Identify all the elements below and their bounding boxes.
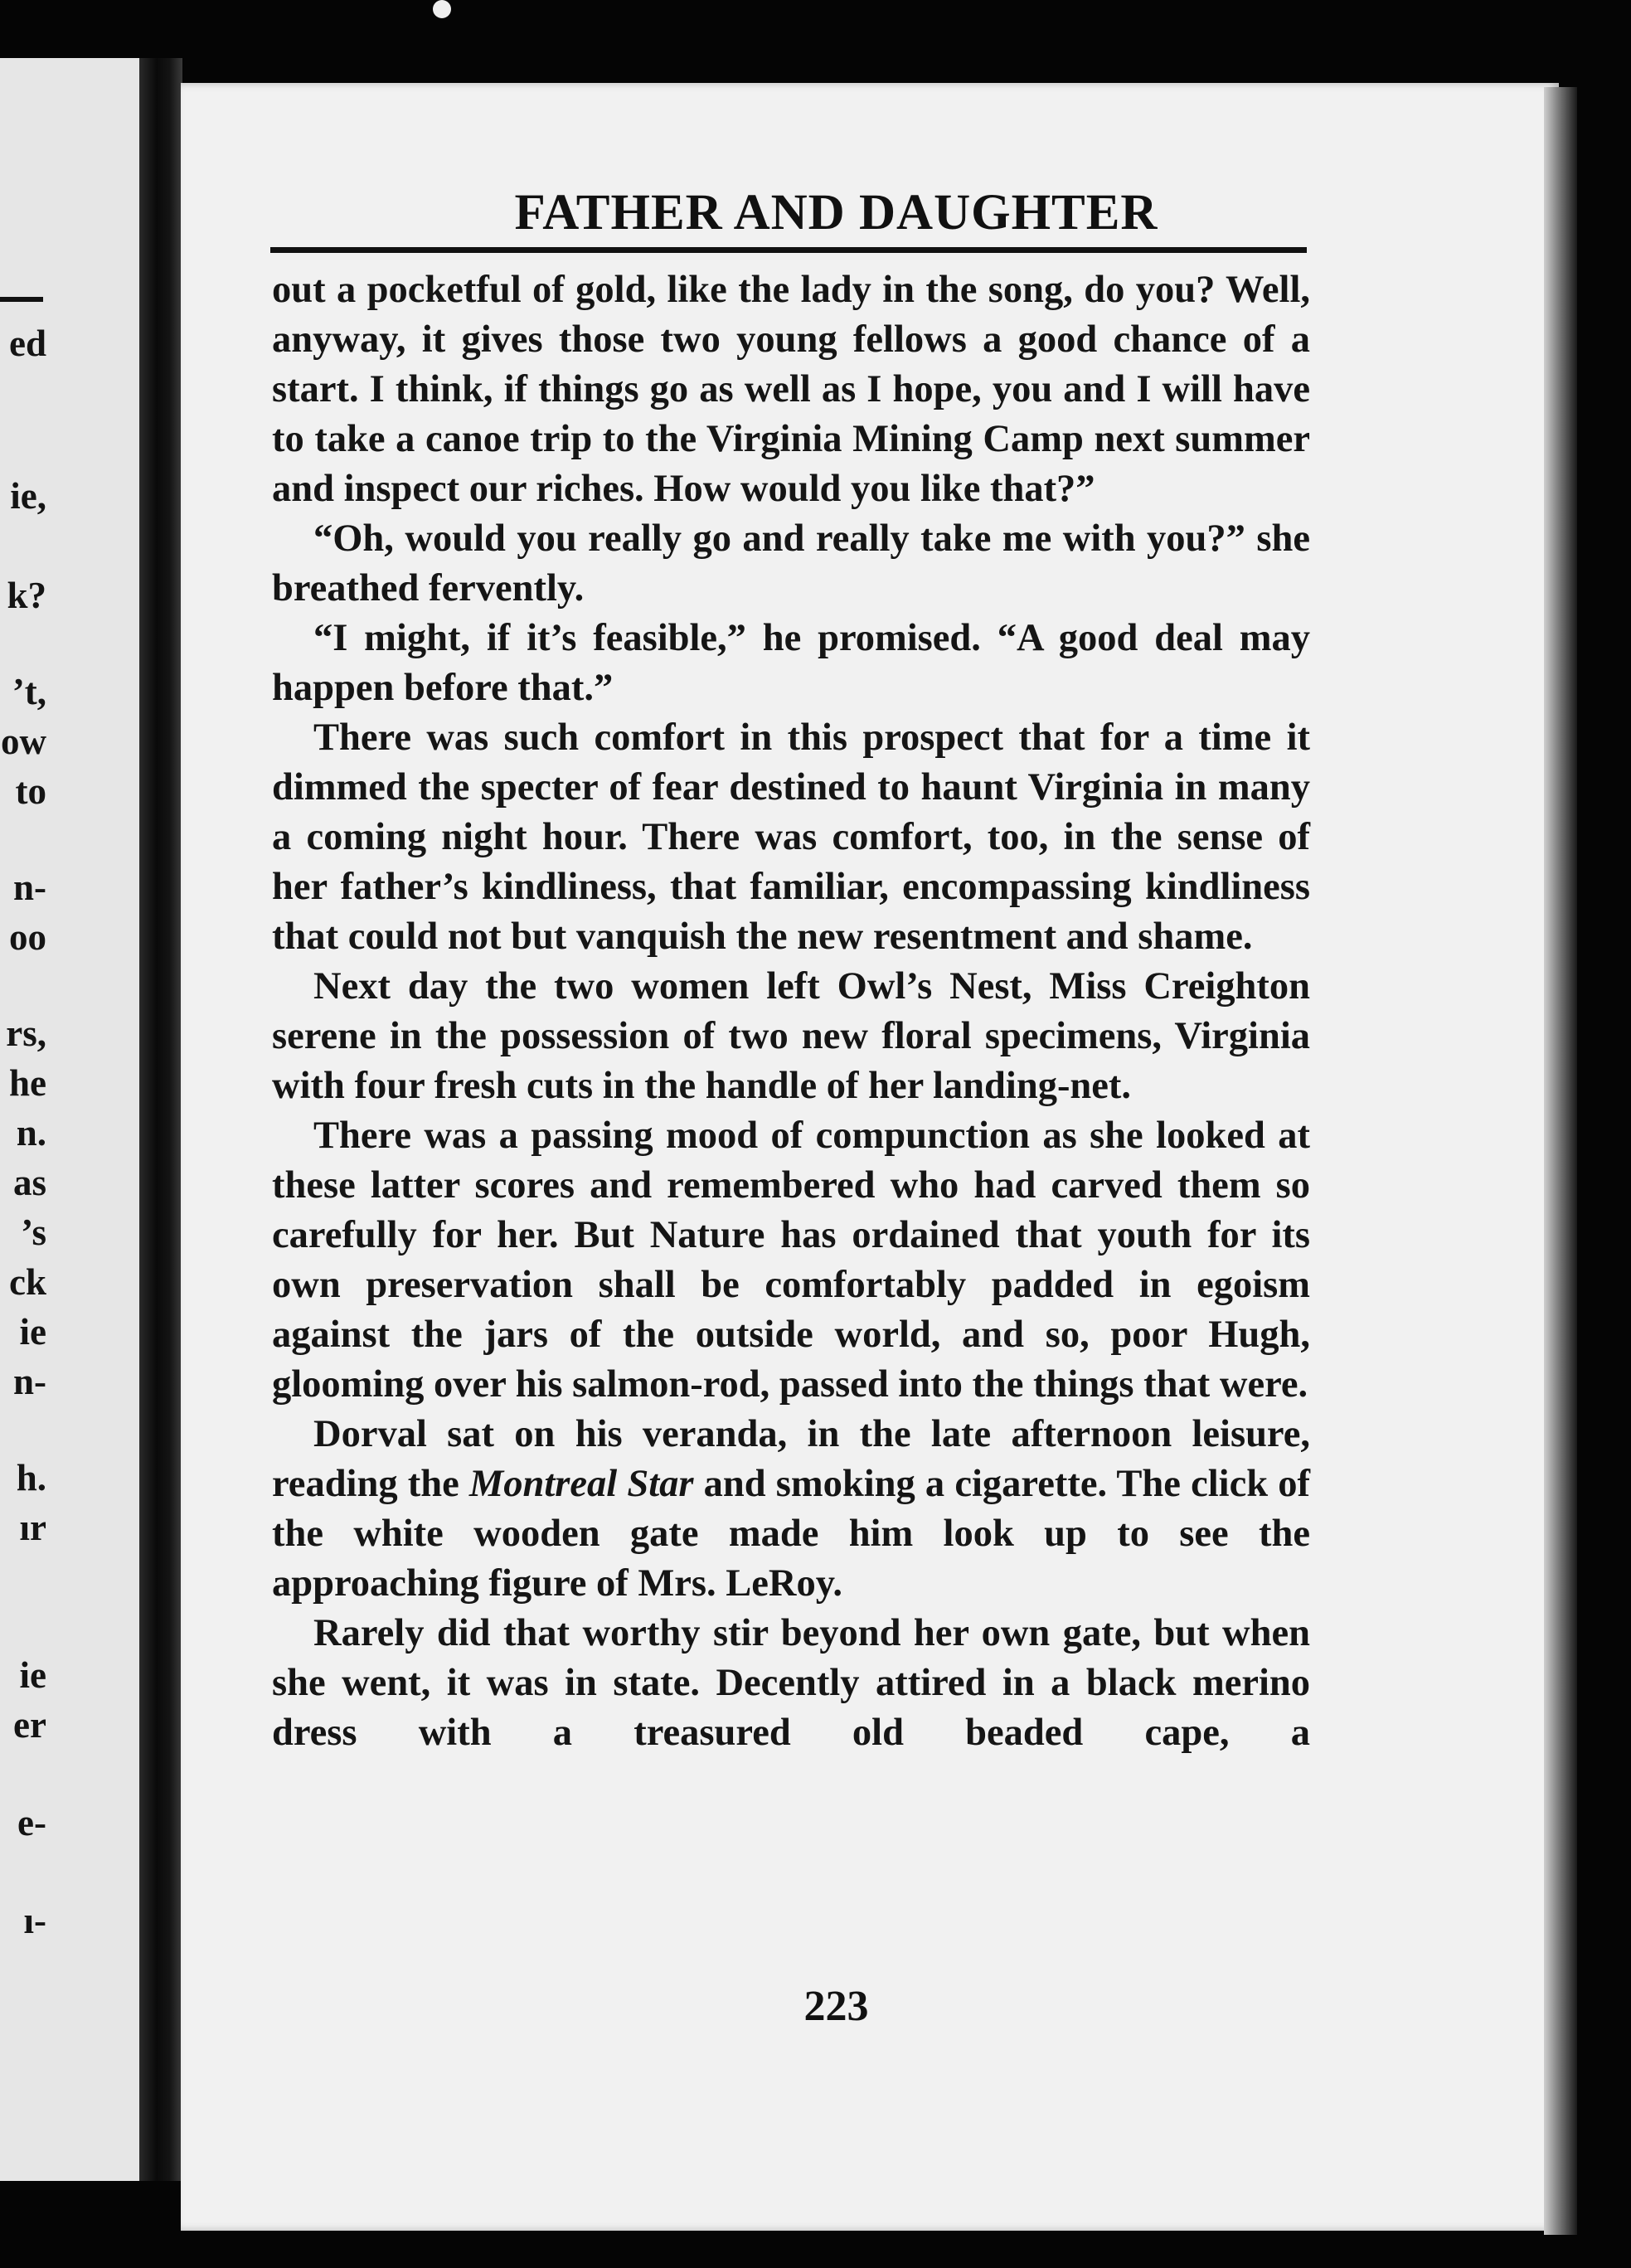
- facing-page-fragment: ır: [19, 1507, 46, 1548]
- paragraph-text: and smoking a cigarette. The click of the white wooden gate made him look up to see the approaching figure of Mrs. LeRoy.: [272, 1463, 1310, 1605]
- running-head-rule: [270, 247, 1307, 253]
- facing-page-fragment: ie: [19, 1311, 46, 1353]
- facing-page-fragment: er: [13, 1704, 46, 1746]
- facing-page-fragment: k?: [7, 575, 46, 616]
- facing-page-fragment: ed: [9, 323, 46, 364]
- facing-page-fragment: e-: [17, 1802, 46, 1843]
- paragraph: “I might, if it’s feasible,” he promised. “A good deal may happen before that.”: [272, 617, 1310, 709]
- facing-page-fragment: ck: [9, 1261, 46, 1303]
- page-edge-shadow: [1544, 87, 1577, 2235]
- paragraph: Rarely did that worthy stir beyond her own gate, but when she went, it was in state. Decently attired in a black merino dress with a treasured old beaded cape, a: [272, 1612, 1310, 1754]
- facing-page-fragment: to: [15, 770, 46, 812]
- paragraph-text: Dorval sat on his veranda, in the late afternoon leisure, reading the: [272, 1413, 1310, 1505]
- paragraph: Next day the two women left Owl’s Nest, Miss Creighton serene in the possession of two new floral specimens, Virginia with four fresh cuts in the handle of her landing-net.: [272, 965, 1310, 1107]
- facing-page-fragment: h.: [16, 1457, 46, 1498]
- facing-page-fragment: ie: [19, 1654, 46, 1696]
- facing-page-fragment: ı-: [23, 1900, 46, 1941]
- facing-page-fragment: oo: [9, 916, 46, 958]
- facing-page-fragment: as: [12, 1162, 46, 1203]
- book-gutter: [139, 58, 182, 2181]
- running-head: FATHER AND DAUGHTER: [514, 185, 1158, 240]
- facing-page-fragment: ’s: [21, 1212, 46, 1253]
- facing-page-fragment: ow: [1, 721, 46, 762]
- facing-page-fragment: n-: [12, 1361, 46, 1402]
- paragraph: There was such comfort in this prospect that for a time it dimmed the specter of fear destined to haunt Virginia in many a coming night hour. There was comfort, too, in the sense of her father’s kindliness, that familiar, encompassing kindliness that could not but vanquish the new resentment and shame.: [272, 716, 1310, 958]
- scan-dust-mark: [433, 0, 451, 18]
- facing-page-fragment: he: [9, 1062, 46, 1104]
- facing-page-fragment: ie,: [10, 475, 46, 517]
- paragraph: [272, 1410, 1310, 1609]
- paragraph: “Oh, would you really go and really take me with you?” she breathed fervently.: [272, 517, 1310, 609]
- facing-page-sliver: [0, 58, 139, 2181]
- paragraph: There was a passing mood of compunction as she looked at these latter scores and remembered who had carved them so carefully for her. But Nature has ordained that youth for its own preservation shall be comfortably padded in egoism against the jars of the outside world, and so, poor Hugh, glooming over his salmon-rod, passed into the things that were.: [272, 1115, 1310, 1406]
- page-number: 223: [803, 1983, 869, 2030]
- body-text: [272, 265, 1310, 1758]
- facing-page-rule: [0, 297, 43, 302]
- facing-page-fragment: rs,: [6, 1013, 46, 1054]
- facing-page-fragment: ’t,: [12, 671, 46, 712]
- newspaper-title: Montreal Star: [468, 1463, 694, 1505]
- facing-page-fragment: n.: [16, 1112, 46, 1153]
- paragraph: out a pocketful of gold, like the lady in the song, do you? Well, anyway, it gives those two young fellows a good chance of a start. I think, if things go as well as I hope, you and I will have to take a canoe trip to the Virginia Mining Camp next summer and inspect our riches. How would you like that?”: [272, 269, 1310, 510]
- facing-page-fragment: n-: [12, 867, 46, 908]
